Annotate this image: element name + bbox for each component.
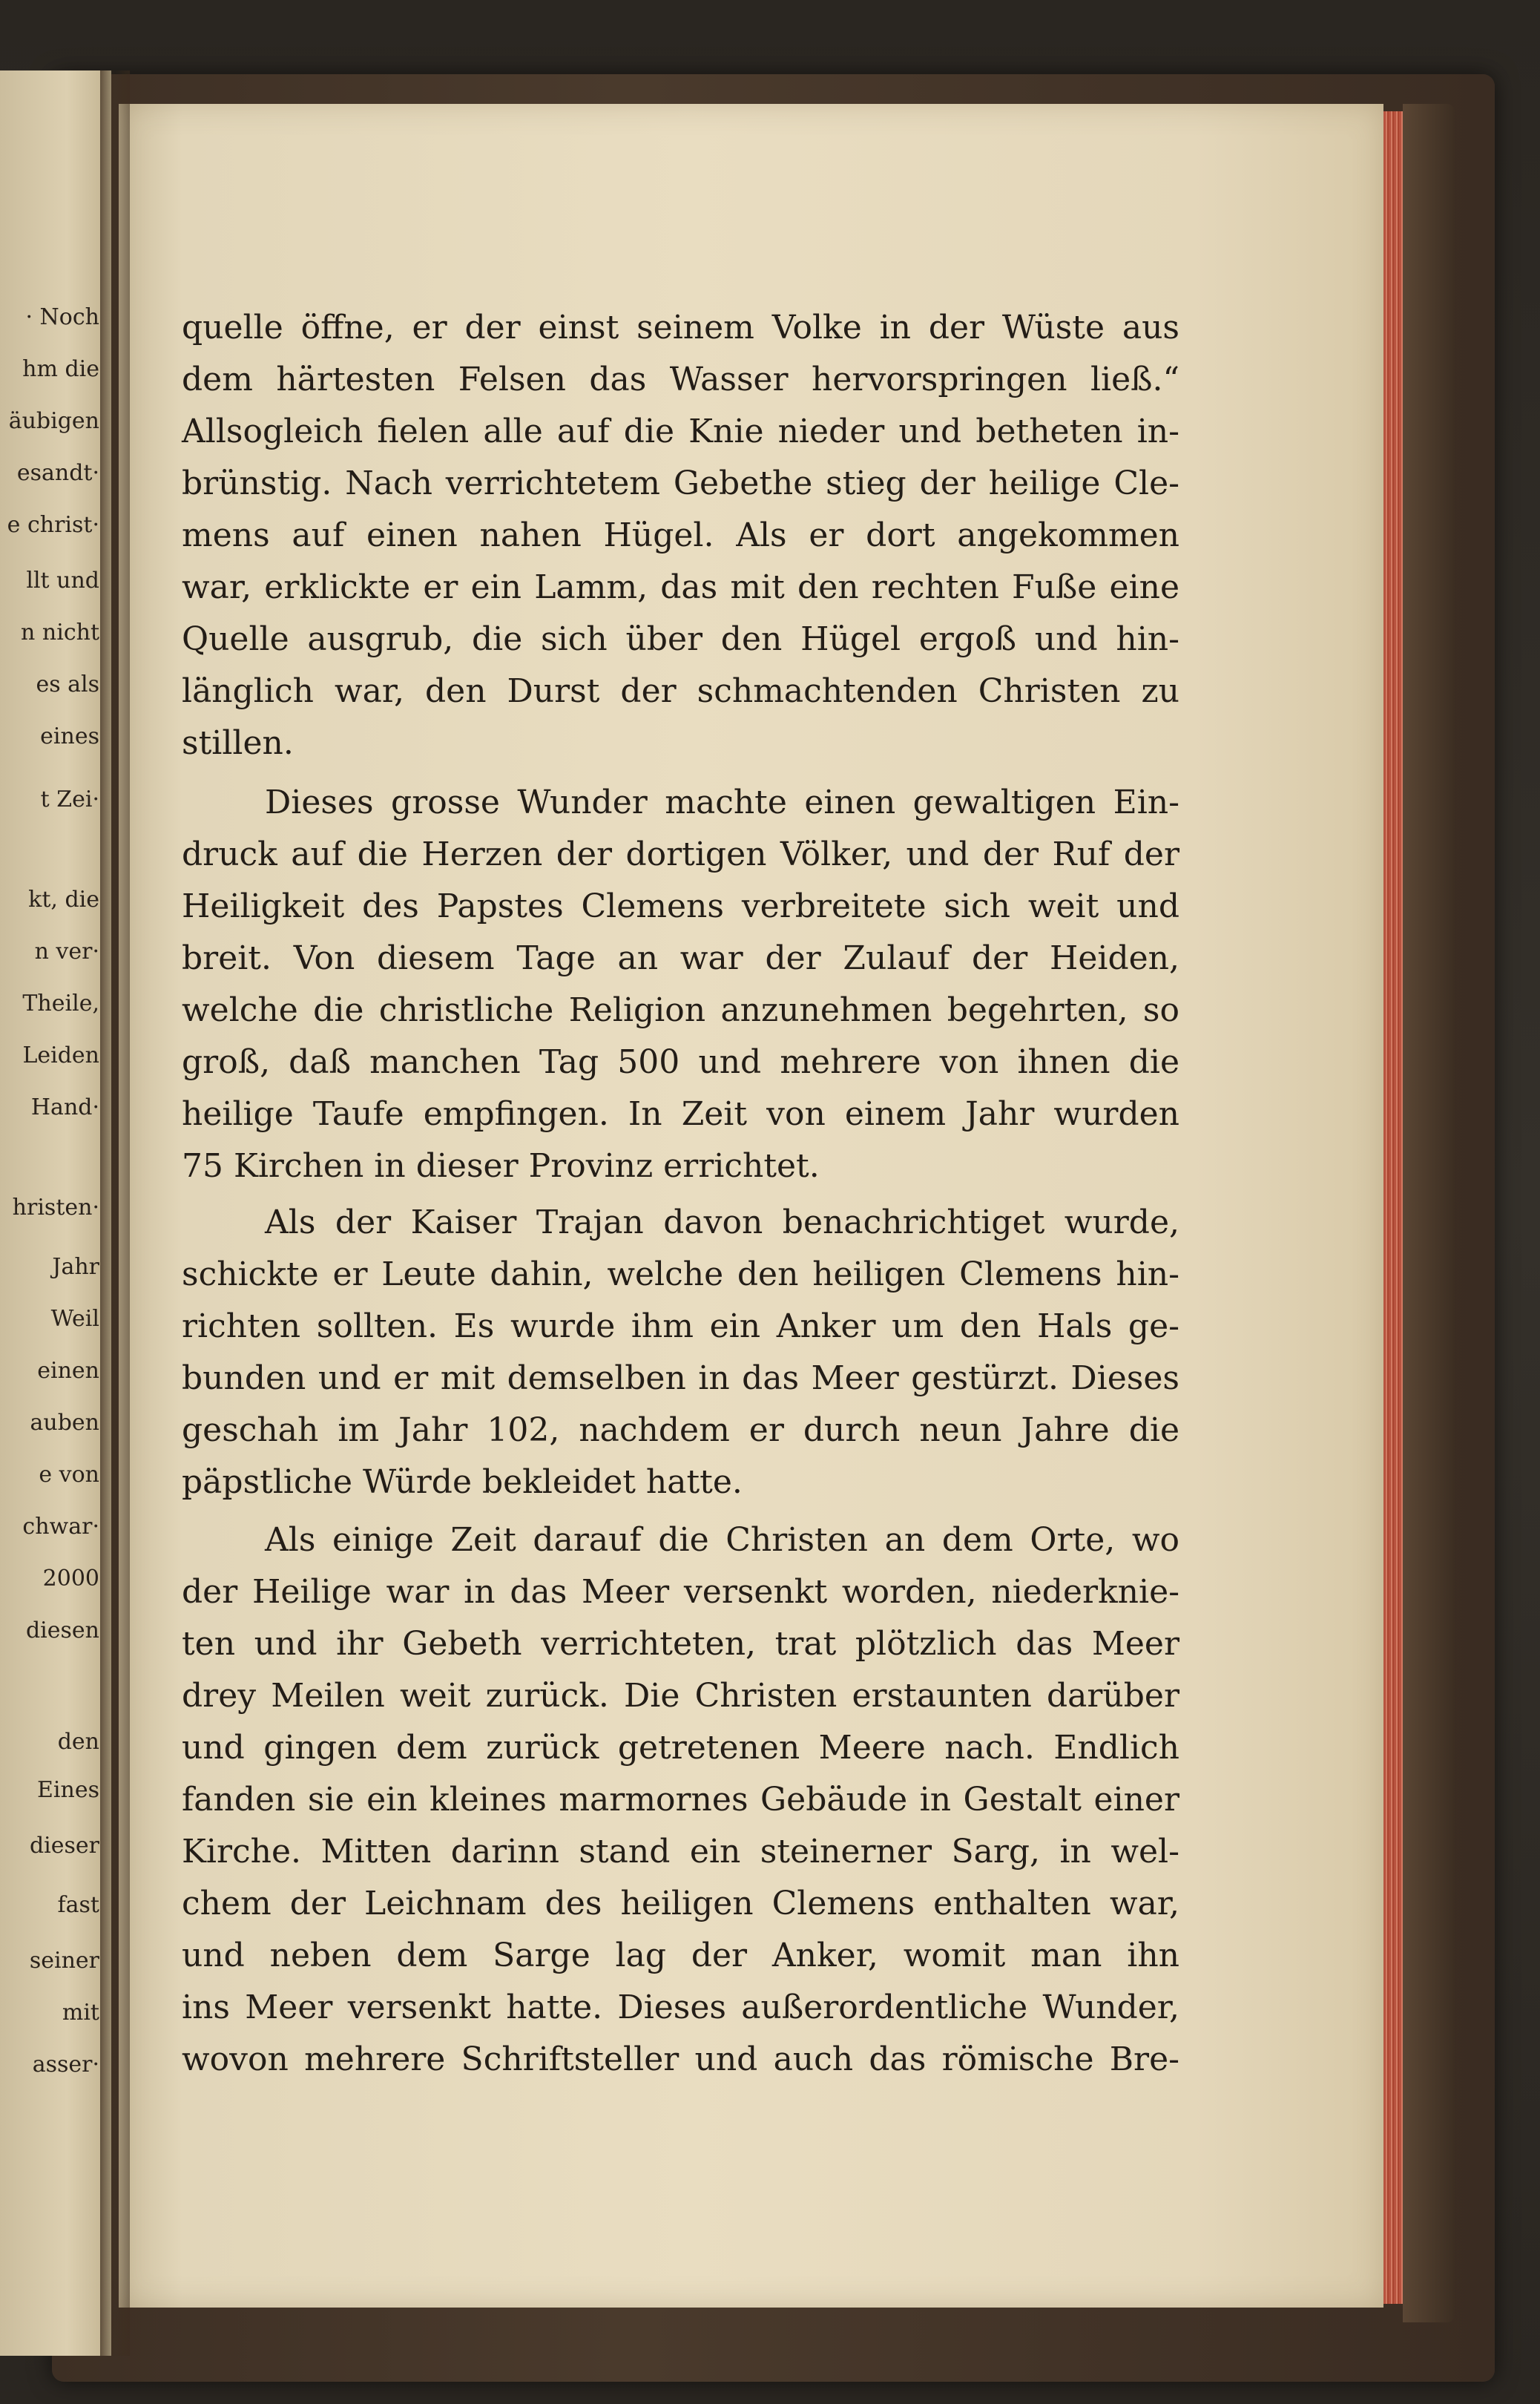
left-fragment: n nicht [21, 620, 99, 646]
left-fragment: hm die [22, 356, 99, 382]
text-line: heilige Taufe empfingen. In Zeit von einem Jahr wurden [182, 1095, 1179, 1133]
text-line: brünstig. Nach verrichtetem Gebethe stieg der heilige Cle- [182, 464, 1179, 502]
text-line: druck auf die Herzen der dortigen Völker, und der Ruf der [182, 835, 1179, 873]
left-fragment: Theile, [22, 991, 99, 1017]
left-fragment: Leiden [22, 1042, 99, 1068]
text-line: groß, daß manchen Tag 500 und mehrere von ihnen die [182, 1043, 1179, 1081]
text-line: der Heilige war in das Meer versenkt worden, niederknie- [182, 1573, 1179, 1611]
text-line: geschah im Jahr 102, nachdem er durch neun Jahre die [182, 1411, 1179, 1449]
left-fragment: hristen· [12, 1195, 99, 1221]
text-line: bunden und er mit demselben in das Meer gestürzt. Dieses [182, 1359, 1179, 1397]
book-spine [1403, 104, 1455, 2322]
page-body-text [182, 0, 1179, 2404]
text-line: Als einige Zeit darauf die Christen an dem Orte, wo [265, 1521, 1179, 1559]
left-fragment: eines [40, 723, 99, 749]
left-fragment: äubigen [8, 408, 99, 434]
left-fragment: llt und [26, 568, 99, 594]
text-line: dem härtesten Felsen das Wasser hervorspringen ließ.“ [182, 361, 1179, 398]
left-fragment: 2000 [42, 1566, 99, 1592]
left-fragment: n ver· [34, 939, 99, 965]
left-fragment: mit [62, 2000, 99, 2026]
text-line: ten und ihr Gebeth verrichteten, trat plötzlich das Meer [182, 1625, 1179, 1663]
text-line: ins Meer versenkt hatte. Dieses außerordentliche Wunder, [182, 1988, 1179, 2026]
text-line: und gingen dem zurück getretenen Meere nach. Endlich [182, 1729, 1179, 1767]
text-line: richten sollten. Es wurde ihm ein Anker um den Hals ge- [182, 1307, 1179, 1345]
left-fragment: Weil [50, 1306, 99, 1332]
text-line: schickte er Leute dahin, welche den heiligen Clemens hin- [182, 1255, 1179, 1293]
text-line: Dieses grosse Wunder machte einen gewaltigen Ein- [265, 784, 1179, 821]
text-line: Als der Kaiser Trajan davon benachrichtiget wurde, [265, 1203, 1179, 1241]
left-fragment: Eines [37, 1777, 99, 1803]
left-fragment: einen [37, 1358, 99, 1384]
text-line: fanden sie ein kleines marmornes Gebäude in Gestalt einer [182, 1781, 1179, 1819]
left-fragment: es als [36, 671, 99, 697]
text-line: länglich war, den Durst der schmachtenden Christen zu [182, 672, 1179, 710]
text-line: päpstliche Würde bekleidet hatte. [182, 1463, 743, 1501]
text-line: und neben dem Sarge lag der Anker, womit man ihn [182, 1937, 1179, 1974]
left-fragment: seiner [29, 1948, 99, 1974]
left-fragment: fast [57, 1892, 99, 1918]
text-line: breit. Von diesem Tage an war der Zulauf der Heiden, [182, 939, 1179, 977]
text-line: chem der Leichnam des heiligen Clemens enthalten war, [182, 1885, 1179, 1922]
left-fragment: dieser [29, 1833, 99, 1859]
left-fragment: esandt· [16, 460, 99, 486]
text-line: stillen. [182, 724, 294, 762]
text-line: mens auf einen nahen Hügel. Als er dort angekommen [182, 516, 1179, 554]
text-line: Quelle ausgrub, die sich über den Hügel ergoß und hin- [182, 620, 1179, 658]
left-fragment: e christ· [7, 512, 99, 538]
text-line: wovon mehrere Schriftsteller und auch das römische Bre- [182, 2040, 1179, 2078]
text-line: welche die christliche Religion anzunehmen begehrten, so [182, 991, 1179, 1029]
left-fragment: chwar· [22, 1514, 99, 1540]
text-line: Kirche. Mitten darinn stand ein steinerner Sarg, in wel- [182, 1833, 1179, 1871]
left-fragment: den [57, 1729, 99, 1755]
left-fragment: Hand· [30, 1094, 99, 1120]
text-line: drey Meilen weit zurück. Die Christen erstaunten darüber [182, 1677, 1179, 1715]
page-edges-red [1383, 111, 1403, 2304]
left-fragment: t Zei· [40, 786, 99, 812]
left-page-fragments [0, 0, 111, 2404]
left-fragment: e von [39, 1462, 99, 1488]
left-fragment: Jahr [52, 1254, 99, 1280]
left-fragment: asser· [32, 2052, 99, 2078]
left-fragment: diesen [25, 1618, 99, 1643]
text-line: quelle öffne, er der einst seinem Volke in der Wüste aus [182, 309, 1179, 347]
left-fragment: · Noch [25, 304, 99, 330]
left-fragment: auben [30, 1410, 99, 1436]
text-line: war, erklickte er ein Lamm, das mit den rechten Fuße eine [182, 568, 1179, 606]
text-line: 75 Kirchen in dieser Provinz errichtet. [182, 1147, 820, 1185]
text-line: Heiligkeit des Papstes Clemens verbreitete sich weit und [182, 887, 1179, 925]
text-line: Allsogleich fielen alle auf die Knie nieder und betheten in- [182, 413, 1179, 450]
left-fragment: kt, die [28, 887, 99, 913]
